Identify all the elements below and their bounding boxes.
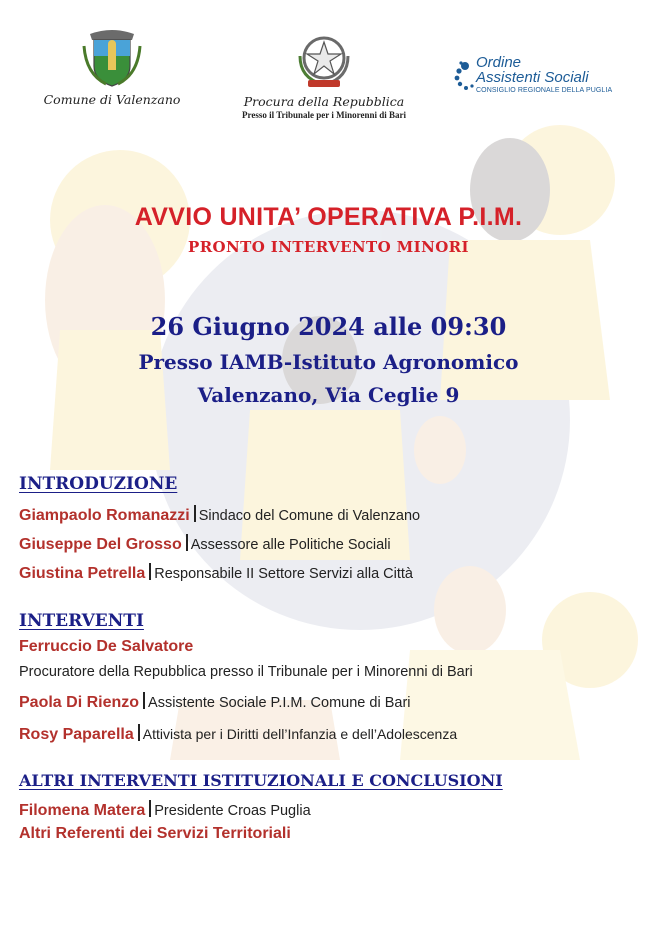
speaker-role: Presidente Croas Puglia [154, 803, 311, 819]
speaker-role: Attivista per i Diritti dell’Infanzia e dell’Adolescenza [142, 726, 458, 742]
speaker-role: Assessore alle Politiche Sociali [190, 537, 391, 553]
speaker-name: Giuseppe Del Grosso [19, 536, 182, 553]
speaker-row [19, 503, 420, 525]
logo-center-subcaption: Presso il Tribunale per i Minorenni di Bari [242, 110, 406, 120]
speaker-row [19, 690, 411, 712]
speaker-name: Rosy Paparella [19, 726, 134, 743]
speaker-row [19, 532, 391, 554]
separator-bar [138, 724, 140, 741]
logo-right-line2: Assistenti Sociali [476, 69, 589, 86]
event-venue-line2: Valenzano, Via Ceglie 9 [197, 383, 460, 407]
coat-of-arms-icon [80, 26, 144, 88]
speaker-name: Ferruccio De Salvatore [19, 638, 194, 655]
separator-bar [149, 563, 151, 580]
logo-right-line3: CONSIGLIO REGIONALE DELLA PUGLIA [476, 87, 613, 94]
event-date-time: 26 Giugno 2024 alle 09:30 [150, 312, 507, 341]
separator-bar [194, 505, 196, 522]
event-venue-line1: Presso IAMB-Istituto Agronomico [138, 350, 519, 374]
separator-bar [143, 692, 145, 709]
logo-ordine-assistenti-sociali [452, 55, 642, 95]
oas-swirl-icon [452, 57, 478, 93]
speaker-role: Procuratore della Repubblica presso il Tribunale per i Minorenni di Bari [19, 664, 473, 680]
speaker-role: Assistente Sociale P.I.M. Comune di Bari [148, 695, 411, 711]
emblem-republic-icon [292, 30, 356, 92]
speaker-row [19, 561, 413, 583]
logo-right-line1: Ordine [476, 54, 522, 71]
logo-center-caption: Procura della Repubblica [243, 94, 405, 109]
speaker-name: Filomena Matera [19, 802, 146, 819]
speaker-role: Responsabile II Settore Servizi alla Città [154, 566, 413, 582]
speaker-row [19, 798, 311, 820]
logo-comune-valenzano [22, 26, 202, 107]
event-subtitle: PRONTO INTERVENTO MINORI [188, 238, 469, 256]
section-heading-altri: ALTRI INTERVENTI ISTITUZIONALI E CONCLUSIONI [19, 771, 503, 790]
event-title: AVVIO UNITA’ OPERATIVA P.I.M. [134, 203, 523, 231]
logo-procura [214, 30, 434, 120]
speaker-name: Paola Di Rienzo [19, 694, 140, 711]
section-heading-interventi: INTERVENTI [19, 611, 144, 631]
section-heading-introduzione: INTRODUZIONE [19, 474, 178, 494]
speaker-row [19, 825, 291, 843]
separator-bar [186, 534, 188, 551]
speaker-row [19, 638, 193, 656]
speaker-name: Giustina Petrella [19, 565, 146, 582]
speaker-name: Giampaolo Romanazzi [19, 507, 190, 524]
separator-bar [149, 800, 151, 817]
speaker-row [19, 722, 457, 744]
logo-left-caption: Comune di Valenzano [43, 92, 181, 107]
speaker-role: Sindaco del Comune di Valenzano [198, 508, 421, 524]
speaker-name: Altri Referenti dei Servizi Territoriali [19, 825, 291, 842]
